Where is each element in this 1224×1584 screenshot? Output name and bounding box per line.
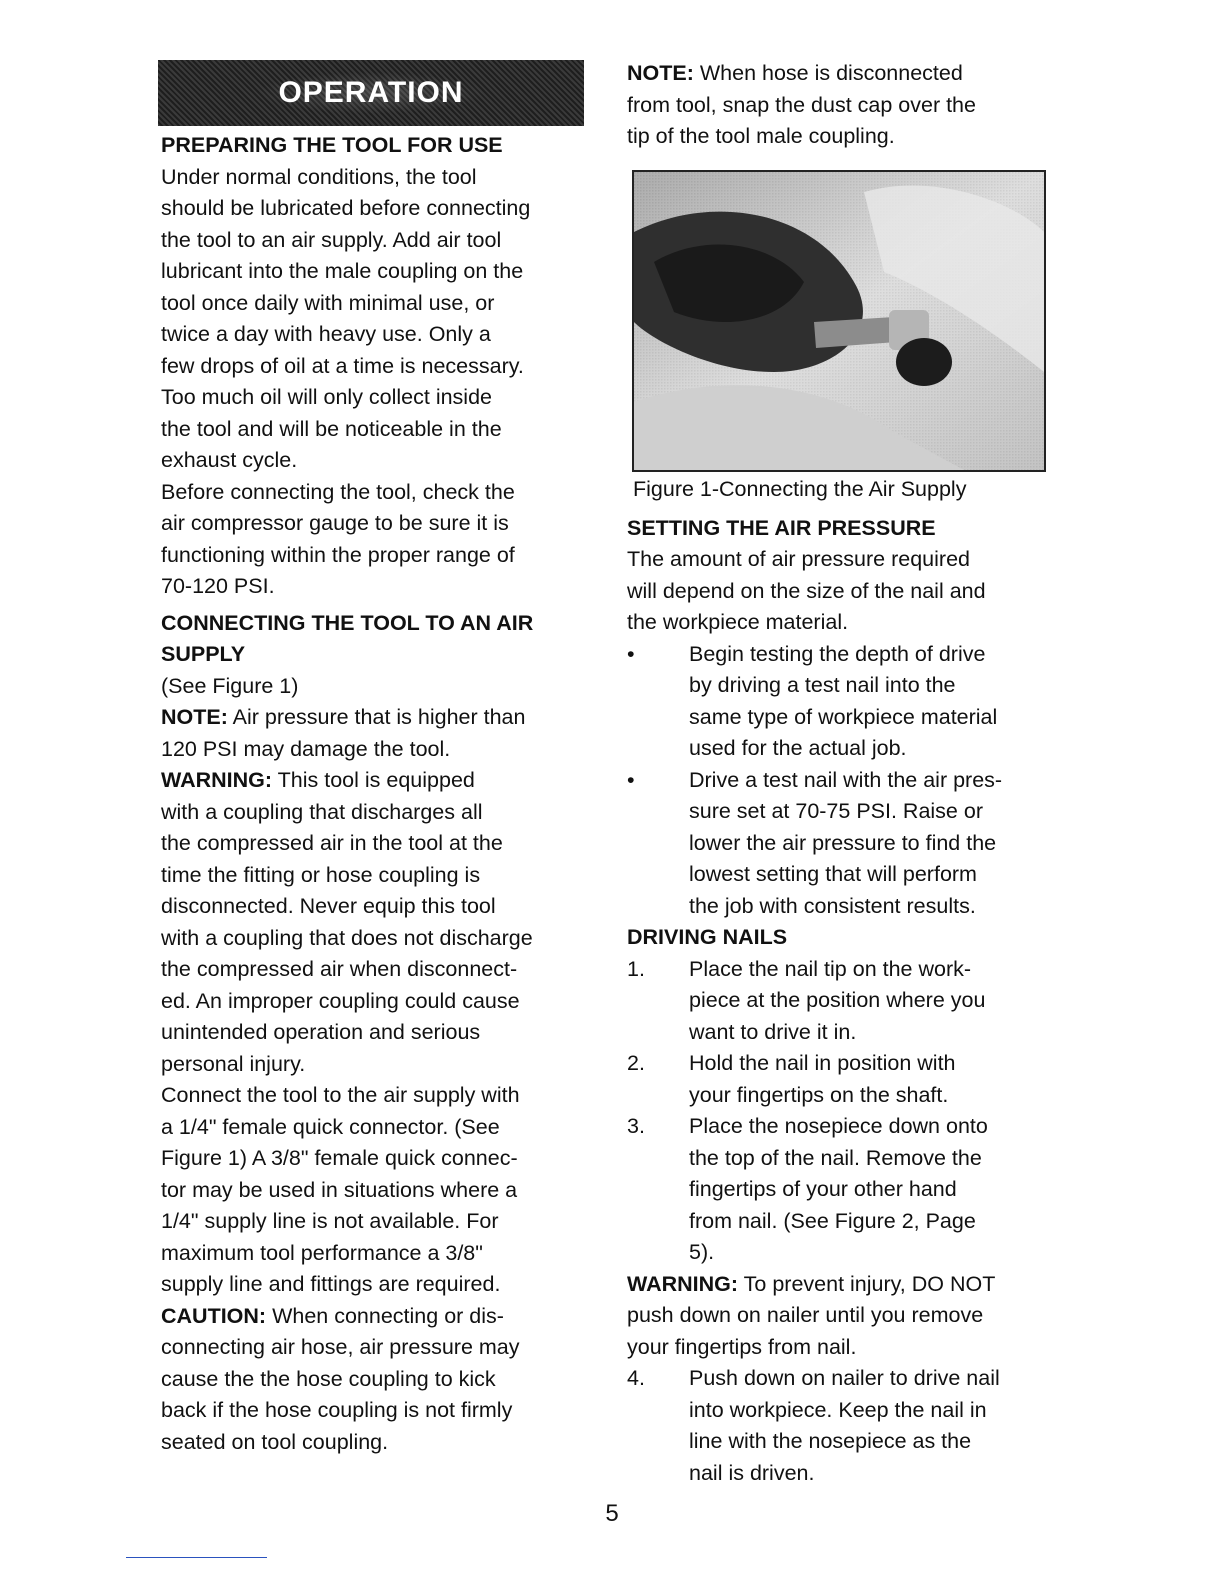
list-item: [627, 639, 1052, 765]
text-line: disconnected. Never equip this tool: [161, 894, 496, 918]
text-line: ed. An improper coupling could cause: [161, 988, 520, 1013]
text-line: This tool is equipped: [272, 768, 475, 792]
text-line: Push down on nailer to drive nail: [689, 1366, 1000, 1390]
list-item: [627, 1363, 1052, 1489]
text-line: back if the hose coupling is not firmly: [161, 1398, 513, 1422]
heading-connecting: [161, 608, 589, 671]
note-label: NOTE:: [627, 61, 694, 85]
page-number: 5: [605, 1500, 619, 1527]
text-line: Before connecting the tool, check the: [161, 479, 515, 504]
step-number: 2.: [627, 1051, 645, 1075]
para-lubrication: [161, 162, 589, 477]
text-line: piece at the position where you: [689, 988, 986, 1012]
text-line: the job with consistent results.: [689, 893, 976, 918]
right-column-body: [627, 474, 1052, 1489]
text-line: Begin testing the depth of drive: [689, 641, 986, 666]
right-column-top: [627, 58, 1052, 153]
text-line: functioning within the proper range of: [161, 542, 515, 567]
left-column: [161, 130, 589, 1458]
warning-fingertips: [627, 1269, 1052, 1364]
text-line: 1/4" supply line is not available. For: [161, 1209, 499, 1233]
note-label: NOTE:: [161, 705, 228, 729]
text-line: cause the the hose coupling to kick: [161, 1366, 496, 1391]
text-line: from tool, snap the dust cap over the: [627, 92, 976, 117]
list-item: [627, 954, 1052, 1049]
text-line: lubricant into the male coupling on the: [161, 259, 524, 283]
text-line: Place the nosepiece down onto: [689, 1114, 988, 1138]
text-line: exhaust cycle.: [161, 448, 298, 472]
text-line: maximum tool performance a 3/8": [161, 1240, 483, 1265]
text-line: push down on nailer until you remove: [627, 1303, 984, 1327]
see-figure-ref: (See Figure 1): [161, 673, 299, 698]
text-line: the compressed air in the tool at the: [161, 831, 503, 855]
text-line: When hose is disconnected: [693, 61, 963, 85]
note-pressure: [161, 702, 589, 765]
text-line: by driving a test nail into the: [689, 673, 956, 697]
text-line: tor may be used in situations where a: [161, 1177, 518, 1202]
text-line: When connecting or dis-: [266, 1303, 504, 1328]
text-line: time the fitting or hose coupling is: [161, 862, 481, 887]
text-line: should be lubricated before connecting: [161, 196, 531, 220]
text-line: Hold the nail in position with: [689, 1051, 956, 1075]
text-line: a 1/4" female quick connector. (See: [161, 1114, 500, 1139]
footer-rule: [126, 1557, 267, 1558]
text-line: the workpiece material.: [627, 610, 849, 634]
text-line: the tool and will be noticeable in the: [161, 416, 502, 441]
text-line: nail is driven.: [689, 1460, 815, 1485]
text-line: Under normal conditions, the tool: [161, 164, 477, 189]
text-line: connecting air hose, air pressure may: [161, 1335, 520, 1359]
note-dust-cap: [627, 58, 1052, 153]
bullet-list: [627, 639, 1052, 923]
text-line: your fingertips on the shaft.: [689, 1082, 949, 1107]
text-line: from nail. (See Figure 2, Page: [689, 1208, 976, 1233]
bullet-marker: •: [627, 641, 635, 666]
text-line: tool once daily with minimal use, or: [161, 290, 495, 315]
figure-1-caption: Figure 1-Connecting the Air Supply: [633, 477, 967, 501]
text-line: tip of the tool male coupling.: [627, 124, 895, 148]
list-item: [627, 1111, 1052, 1269]
warning-label: WARNING:: [627, 1271, 739, 1296]
text-line: lowest setting that will perform: [689, 862, 977, 886]
text-line: the top of the nail. Remove the: [689, 1145, 982, 1170]
text-line: personal injury.: [161, 1051, 306, 1076]
steps-list-b: [627, 1363, 1052, 1489]
text-line: will depend on the size of the nail and: [627, 578, 986, 603]
text-line: the tool to an air supply. Add air tool: [161, 227, 502, 252]
text-line: To prevent injury, DO NOT: [738, 1271, 996, 1296]
list-item: [627, 1048, 1052, 1111]
text-line: Drive a test nail with the air pres-: [689, 767, 1003, 792]
text-line: 120 PSI may damage the tool.: [161, 736, 451, 761]
heading-driving-nails: DRIVING NAILS: [627, 925, 788, 949]
text-line: Air pressure that is higher than: [227, 705, 526, 729]
text-line: sure set at 70-75 PSI. Raise or: [689, 799, 983, 823]
step-number: 4.: [627, 1366, 645, 1390]
text-line: supply line and fittings are required.: [161, 1272, 501, 1296]
text-line: Connect the tool to the air supply with: [161, 1083, 520, 1107]
caution-label: CAUTION:: [161, 1303, 267, 1328]
text-line: Figure 1) A 3/8" female quick connec-: [161, 1146, 518, 1170]
text-line: Place the nail tip on the work-: [689, 956, 972, 981]
text-line: few drops of oil at a time is necessary.: [161, 353, 524, 378]
para-connector: [161, 1080, 589, 1301]
text-line: used for the actual job.: [689, 736, 907, 760]
text-line: with a coupling that does not discharge: [161, 925, 533, 950]
text-line: seated on tool coupling.: [161, 1429, 389, 1454]
section-title: OPERATION: [256, 72, 485, 114]
figure-1-photo: [632, 170, 1046, 472]
text-line: fingertips of your other hand: [689, 1177, 957, 1201]
text-line: lower the air pressure to find the: [689, 830, 997, 855]
caution-hose: [161, 1301, 589, 1459]
text-line: Too much oil will only collect inside: [161, 385, 493, 409]
heading-line: SUPPLY: [161, 642, 246, 666]
text-line: The amount of air pressure required: [627, 547, 970, 571]
bullet-marker: •: [627, 767, 635, 792]
heading-setting-pressure: SETTING THE AIR PRESSURE: [627, 515, 936, 540]
warning-label: WARNING:: [161, 768, 273, 792]
para-gauge-check: [161, 477, 589, 603]
step-number: 1.: [627, 956, 645, 981]
text-line: with a coupling that discharges all: [161, 799, 483, 824]
text-line: 70-120 PSI.: [161, 574, 275, 598]
text-line: air compressor gauge to be sure it is: [161, 511, 509, 535]
text-line: 5).: [689, 1240, 715, 1264]
text-line: same type of workpiece material: [689, 704, 998, 729]
list-item: [627, 765, 1052, 923]
section-banner: [158, 60, 584, 126]
air-supply-photo-illustration: [634, 172, 1044, 470]
text-line: unintended operation and serious: [161, 1020, 481, 1044]
steps-list-a: [627, 954, 1052, 1269]
text-line: twice a day with heavy use. Only a: [161, 322, 491, 346]
text-line: your fingertips from nail.: [627, 1334, 857, 1359]
text-line: want to drive it in.: [689, 1019, 857, 1044]
warning-coupling: [161, 765, 589, 1080]
heading-preparing: PREPARING THE TOOL FOR USE: [161, 133, 503, 157]
heading-line: CONNECTING THE TOOL TO AN AIR: [161, 610, 534, 635]
text-line: the compressed air when disconnect-: [161, 957, 518, 981]
text-line: into workpiece. Keep the nail in: [689, 1397, 987, 1422]
step-number: 3.: [627, 1114, 645, 1138]
text-line: line with the nosepiece as the: [689, 1429, 972, 1453]
para-pressure: [627, 544, 1052, 639]
